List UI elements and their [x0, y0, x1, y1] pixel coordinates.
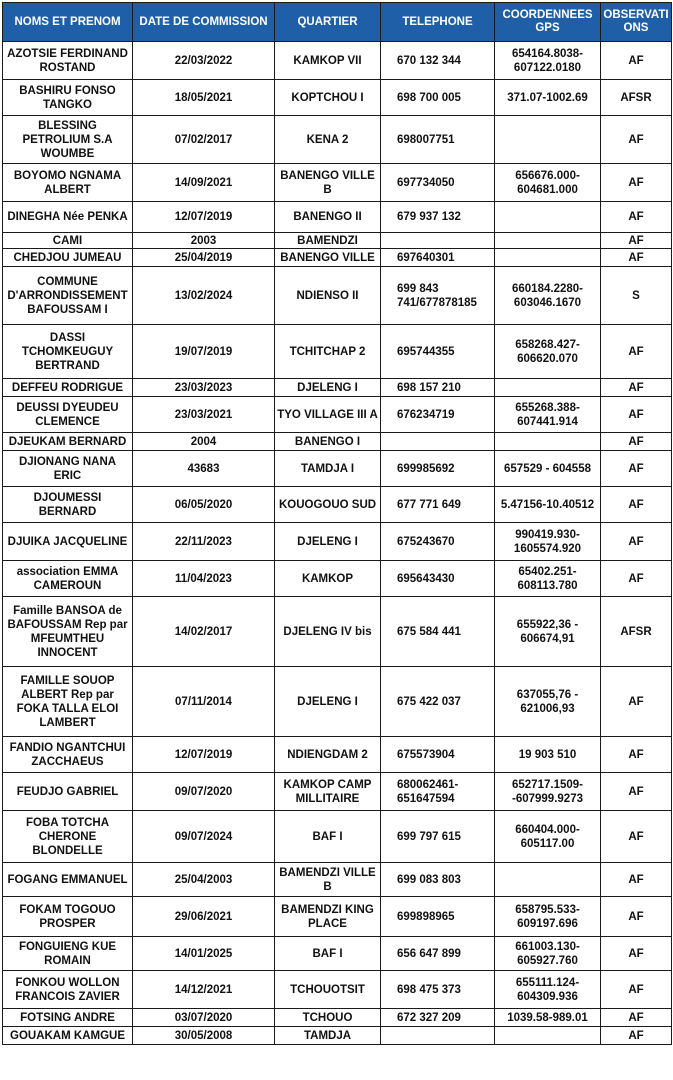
table-row — [3, 433, 672, 451]
telephone-cell: 677 771 649 — [381, 487, 495, 523]
table-row — [3, 80, 672, 116]
gps-coordinates-cell — [495, 249, 601, 267]
gps-coordinates-cell: 661003.130-605927.760 — [495, 937, 601, 971]
telephone-cell: 699 083 803 — [381, 863, 495, 897]
person-name-cell: DJIONANG NANA ERIC — [3, 451, 133, 487]
commission-date-cell: 25/04/2019 — [133, 249, 275, 267]
gps-coordinates-cell: 660184.2280-603046.1670 — [495, 267, 601, 325]
gps-coordinates-cell: 658268.427-606620.070 — [495, 325, 601, 379]
commission-date-cell: 07/02/2017 — [133, 116, 275, 164]
person-name-cell: BASHIRU FONSO TANGKO — [3, 80, 133, 116]
table-row — [3, 523, 672, 561]
gps-coordinates-cell: 65402.251-608113.780 — [495, 561, 601, 597]
observation-cell: AFSR — [601, 597, 672, 667]
quartier-cell: NDIENSO II — [275, 267, 381, 325]
header-name: NOMS ET PRENOM — [3, 3, 133, 42]
commission-date-cell: 2004 — [133, 433, 275, 451]
commission-date-cell: 14/09/2021 — [133, 164, 275, 202]
header-observations: OBSERVATI ONS — [601, 3, 672, 42]
quartier-cell: TCHOUO — [275, 1009, 381, 1027]
gps-coordinates-cell: 655268.388-607441.914 — [495, 397, 601, 433]
table-row — [3, 164, 672, 202]
commission-date-cell: 09/07/2024 — [133, 811, 275, 863]
observation-cell: AF — [601, 233, 672, 249]
telephone-cell: 656 647 899 — [381, 937, 495, 971]
person-name-cell: DASSI TCHOMKEUGUY BERTRAND — [3, 325, 133, 379]
table-row — [3, 379, 672, 397]
person-name-cell: FONKOU WOLLON FRANCOIS ZAVIER — [3, 971, 133, 1009]
commission-date-cell: 14/02/2017 — [133, 597, 275, 667]
telephone-cell: 676234719 — [381, 397, 495, 433]
person-name-cell: DJEUKAM BERNARD — [3, 433, 133, 451]
telephone-cell: 679 937 132 — [381, 202, 495, 233]
gps-coordinates-cell — [495, 379, 601, 397]
commission-date-cell: 12/07/2019 — [133, 737, 275, 773]
table-row — [3, 249, 672, 267]
person-name-cell: FOKAM TOGOUO PROSPER — [3, 897, 133, 937]
gps-coordinates-cell — [495, 233, 601, 249]
gps-coordinates-cell — [495, 202, 601, 233]
person-name-cell: FEUDJO GABRIEL — [3, 773, 133, 811]
person-name-cell: FANDIO NGANTCHUI ZACCHAEUS — [3, 737, 133, 773]
quartier-cell: DJELENG IV bis — [275, 597, 381, 667]
telephone-cell: 698 700 005 — [381, 80, 495, 116]
quartier-cell: DJELENG I — [275, 523, 381, 561]
quartier-cell: BAF I — [275, 811, 381, 863]
commission-date-cell: 43683 — [133, 451, 275, 487]
observation-cell: AFSR — [601, 80, 672, 116]
table-row — [3, 561, 672, 597]
gps-coordinates-cell: 637055,76 - 621006,93 — [495, 667, 601, 737]
gps-coordinates-cell: 371.07-1002.69 — [495, 80, 601, 116]
telephone-cell: 699898965 — [381, 897, 495, 937]
person-name-cell: Famille BANSOA de BAFOUSSAM Rep par MFEUMTHEU INNOCENT — [3, 597, 133, 667]
quartier-cell: KAMKOP VII — [275, 42, 381, 80]
telephone-cell: 670 132 344 — [381, 42, 495, 80]
quartier-cell: KAMKOP — [275, 561, 381, 597]
observation-cell: AF — [601, 451, 672, 487]
quartier-cell: KENA 2 — [275, 116, 381, 164]
observation-cell: AF — [601, 523, 672, 561]
commission-date-cell: 19/07/2019 — [133, 325, 275, 379]
telephone-cell: 699 843 741/677878185 — [381, 267, 495, 325]
telephone-cell: 695643430 — [381, 561, 495, 597]
quartier-cell: BANENGO I — [275, 433, 381, 451]
person-name-cell: BOYOMO NGNAMA ALBERT — [3, 164, 133, 202]
header-telephone: TELEPHONE — [381, 3, 495, 42]
commission-date-cell: 14/01/2025 — [133, 937, 275, 971]
observation-cell: AF — [601, 971, 672, 1009]
header-quartier: QUARTIER — [275, 3, 381, 42]
gps-coordinates-cell — [495, 116, 601, 164]
header-date: DATE DE COMMISSION — [133, 3, 275, 42]
commission-date-cell: 2003 — [133, 233, 275, 249]
table-row — [3, 971, 672, 1009]
observation-cell: AF — [601, 397, 672, 433]
table-row — [3, 267, 672, 325]
gps-coordinates-cell: 19 903 510 — [495, 737, 601, 773]
gps-coordinates-cell: 652717.1509--607999.9273 — [495, 773, 601, 811]
table-row — [3, 397, 672, 433]
commission-date-cell: 30/05/2008 — [133, 1027, 275, 1045]
quartier-cell: BAMENDZI VILLE B — [275, 863, 381, 897]
commission-date-cell: 18/05/2021 — [133, 80, 275, 116]
observation-cell: AF — [601, 1009, 672, 1027]
person-name-cell: DJOUMESSI BERNARD — [3, 487, 133, 523]
observation-cell: AF — [601, 249, 672, 267]
commission-date-cell: 22/11/2023 — [133, 523, 275, 561]
observation-cell: S — [601, 267, 672, 325]
commission-date-cell: 22/03/2022 — [133, 42, 275, 80]
person-name-cell: GOUAKAM KAMGUE — [3, 1027, 133, 1045]
quartier-cell: BANENGO II — [275, 202, 381, 233]
quartier-cell: BANENGO VILLE B — [275, 164, 381, 202]
header-gps: COORDENNEES GPS — [495, 3, 601, 42]
person-name-cell: DEFFEU RODRIGUE — [3, 379, 133, 397]
quartier-cell: BAMENDZI — [275, 233, 381, 249]
quartier-cell: KOUOGOUO SUD — [275, 487, 381, 523]
table-row — [3, 487, 672, 523]
telephone-cell: 695744355 — [381, 325, 495, 379]
commission-date-cell: 09/07/2020 — [133, 773, 275, 811]
header-row — [3, 3, 672, 42]
observation-cell: AF — [601, 1027, 672, 1045]
register-sheet — [2, 2, 671, 1045]
telephone-cell — [381, 233, 495, 249]
gps-coordinates-cell: 660404.000-605117.00 — [495, 811, 601, 863]
person-name-cell: AZOTSIE FERDINAND ROSTAND — [3, 42, 133, 80]
gps-coordinates-cell: 654164.8038-607122.0180 — [495, 42, 601, 80]
person-name-cell: FAMILLE SOUOP ALBERT Rep par FOKA TALLA ELOI LAMBERT — [3, 667, 133, 737]
gps-coordinates-cell: 655922,36 - 606674,91 — [495, 597, 601, 667]
quartier-cell: TCHOUOTSIT — [275, 971, 381, 1009]
quartier-cell: DJELENG I — [275, 667, 381, 737]
quartier-cell: KAMKOP CAMP MILLITAIRE — [275, 773, 381, 811]
commission-date-cell: 07/11/2014 — [133, 667, 275, 737]
person-name-cell: CHEDJOU JUMEAU — [3, 249, 133, 267]
quartier-cell: NDIENGDAM 2 — [275, 737, 381, 773]
table-row — [3, 863, 672, 897]
gps-coordinates-cell — [495, 1027, 601, 1045]
observation-cell: AF — [601, 667, 672, 737]
gps-coordinates-cell — [495, 433, 601, 451]
quartier-cell: TCHITCHAP 2 — [275, 325, 381, 379]
table-row — [3, 811, 672, 863]
commission-date-cell: 23/03/2023 — [133, 379, 275, 397]
table-row — [3, 773, 672, 811]
telephone-cell: 699 797 615 — [381, 811, 495, 863]
person-name-cell: COMMUNE D'ARRONDISSEMENT BAFOUSSAM I — [3, 267, 133, 325]
quartier-cell: TAMDJA — [275, 1027, 381, 1045]
commission-date-cell: 11/04/2023 — [133, 561, 275, 597]
telephone-cell: 697734050 — [381, 164, 495, 202]
person-name-cell: BLESSING PETROLIUM S.A WOUMBE — [3, 116, 133, 164]
telephone-cell: 675 422 037 — [381, 667, 495, 737]
observation-cell: AF — [601, 325, 672, 379]
quartier-cell: BAMENDZI KING PLACE — [275, 897, 381, 937]
observation-cell: AF — [601, 379, 672, 397]
commission-date-cell: 13/02/2024 — [133, 267, 275, 325]
table-row — [3, 233, 672, 249]
person-name-cell: FONGUIENG KUE ROMAIN — [3, 937, 133, 971]
gps-coordinates-cell: 656676.000-604681.000 — [495, 164, 601, 202]
register-table — [2, 2, 672, 1045]
gps-coordinates-cell: 655111.124-604309.936 — [495, 971, 601, 1009]
quartier-cell: KOPTCHOU I — [275, 80, 381, 116]
table-row — [3, 1027, 672, 1045]
commission-date-cell: 23/03/2021 — [133, 397, 275, 433]
telephone-cell: 675 584 441 — [381, 597, 495, 667]
observation-cell: AF — [601, 897, 672, 937]
table-row — [3, 937, 672, 971]
telephone-cell: 675243670 — [381, 523, 495, 561]
observation-cell: AF — [601, 773, 672, 811]
person-name-cell: FOTSING ANDRE — [3, 1009, 133, 1027]
quartier-cell: TYO VILLAGE III A — [275, 397, 381, 433]
table-row — [3, 897, 672, 937]
gps-coordinates-cell: 657529 - 604558 — [495, 451, 601, 487]
person-name-cell: DEUSSI DYEUDEU CLEMENCE — [3, 397, 133, 433]
person-name-cell: DINEGHA Née PENKA — [3, 202, 133, 233]
commission-date-cell: 03/07/2020 — [133, 1009, 275, 1027]
commission-date-cell: 06/05/2020 — [133, 487, 275, 523]
table-row — [3, 1009, 672, 1027]
gps-coordinates-cell — [495, 863, 601, 897]
telephone-cell — [381, 433, 495, 451]
person-name-cell: CAMI — [3, 233, 133, 249]
table-row — [3, 116, 672, 164]
person-name-cell: FOBA TOTCHA CHERONE BLONDELLE — [3, 811, 133, 863]
observation-cell: AF — [601, 737, 672, 773]
table-row — [3, 667, 672, 737]
observation-cell: AF — [601, 116, 672, 164]
observation-cell: AF — [601, 561, 672, 597]
telephone-cell: 680062461-651647594 — [381, 773, 495, 811]
commission-date-cell: 14/12/2021 — [133, 971, 275, 1009]
table-row — [3, 737, 672, 773]
person-name-cell: DJUIKA JACQUELINE — [3, 523, 133, 561]
person-name-cell: FOGANG EMMANUEL — [3, 863, 133, 897]
observation-cell: AF — [601, 433, 672, 451]
person-name-cell: association EMMA CAMEROUN — [3, 561, 133, 597]
observation-cell: AF — [601, 202, 672, 233]
observation-cell: AF — [601, 164, 672, 202]
commission-date-cell: 25/04/2003 — [133, 863, 275, 897]
table-row — [3, 451, 672, 487]
table-row — [3, 202, 672, 233]
quartier-cell: TAMDJA I — [275, 451, 381, 487]
quartier-cell: BAF I — [275, 937, 381, 971]
commission-date-cell: 12/07/2019 — [133, 202, 275, 233]
observation-cell: AF — [601, 863, 672, 897]
observation-cell: AF — [601, 42, 672, 80]
table-row — [3, 325, 672, 379]
gps-coordinates-cell: 658795.533-609197.696 — [495, 897, 601, 937]
table-row — [3, 42, 672, 80]
telephone-cell: 698007751 — [381, 116, 495, 164]
quartier-cell: DJELENG I — [275, 379, 381, 397]
telephone-cell: 675573904 — [381, 737, 495, 773]
telephone-cell: 697640301 — [381, 249, 495, 267]
observation-cell: AF — [601, 487, 672, 523]
telephone-cell: 699985692 — [381, 451, 495, 487]
commission-date-cell: 29/06/2021 — [133, 897, 275, 937]
telephone-cell: 672 327 209 — [381, 1009, 495, 1027]
gps-coordinates-cell: 1039.58-989.01 — [495, 1009, 601, 1027]
telephone-cell: 698 475 373 — [381, 971, 495, 1009]
gps-coordinates-cell: 990419.930-1605574.920 — [495, 523, 601, 561]
observation-cell: AF — [601, 937, 672, 971]
gps-coordinates-cell: 5.47156-10.40512 — [495, 487, 601, 523]
telephone-cell: 698 157 210 — [381, 379, 495, 397]
telephone-cell — [381, 1027, 495, 1045]
observation-cell: AF — [601, 811, 672, 863]
quartier-cell: BANENGO VILLE — [275, 249, 381, 267]
table-row — [3, 597, 672, 667]
